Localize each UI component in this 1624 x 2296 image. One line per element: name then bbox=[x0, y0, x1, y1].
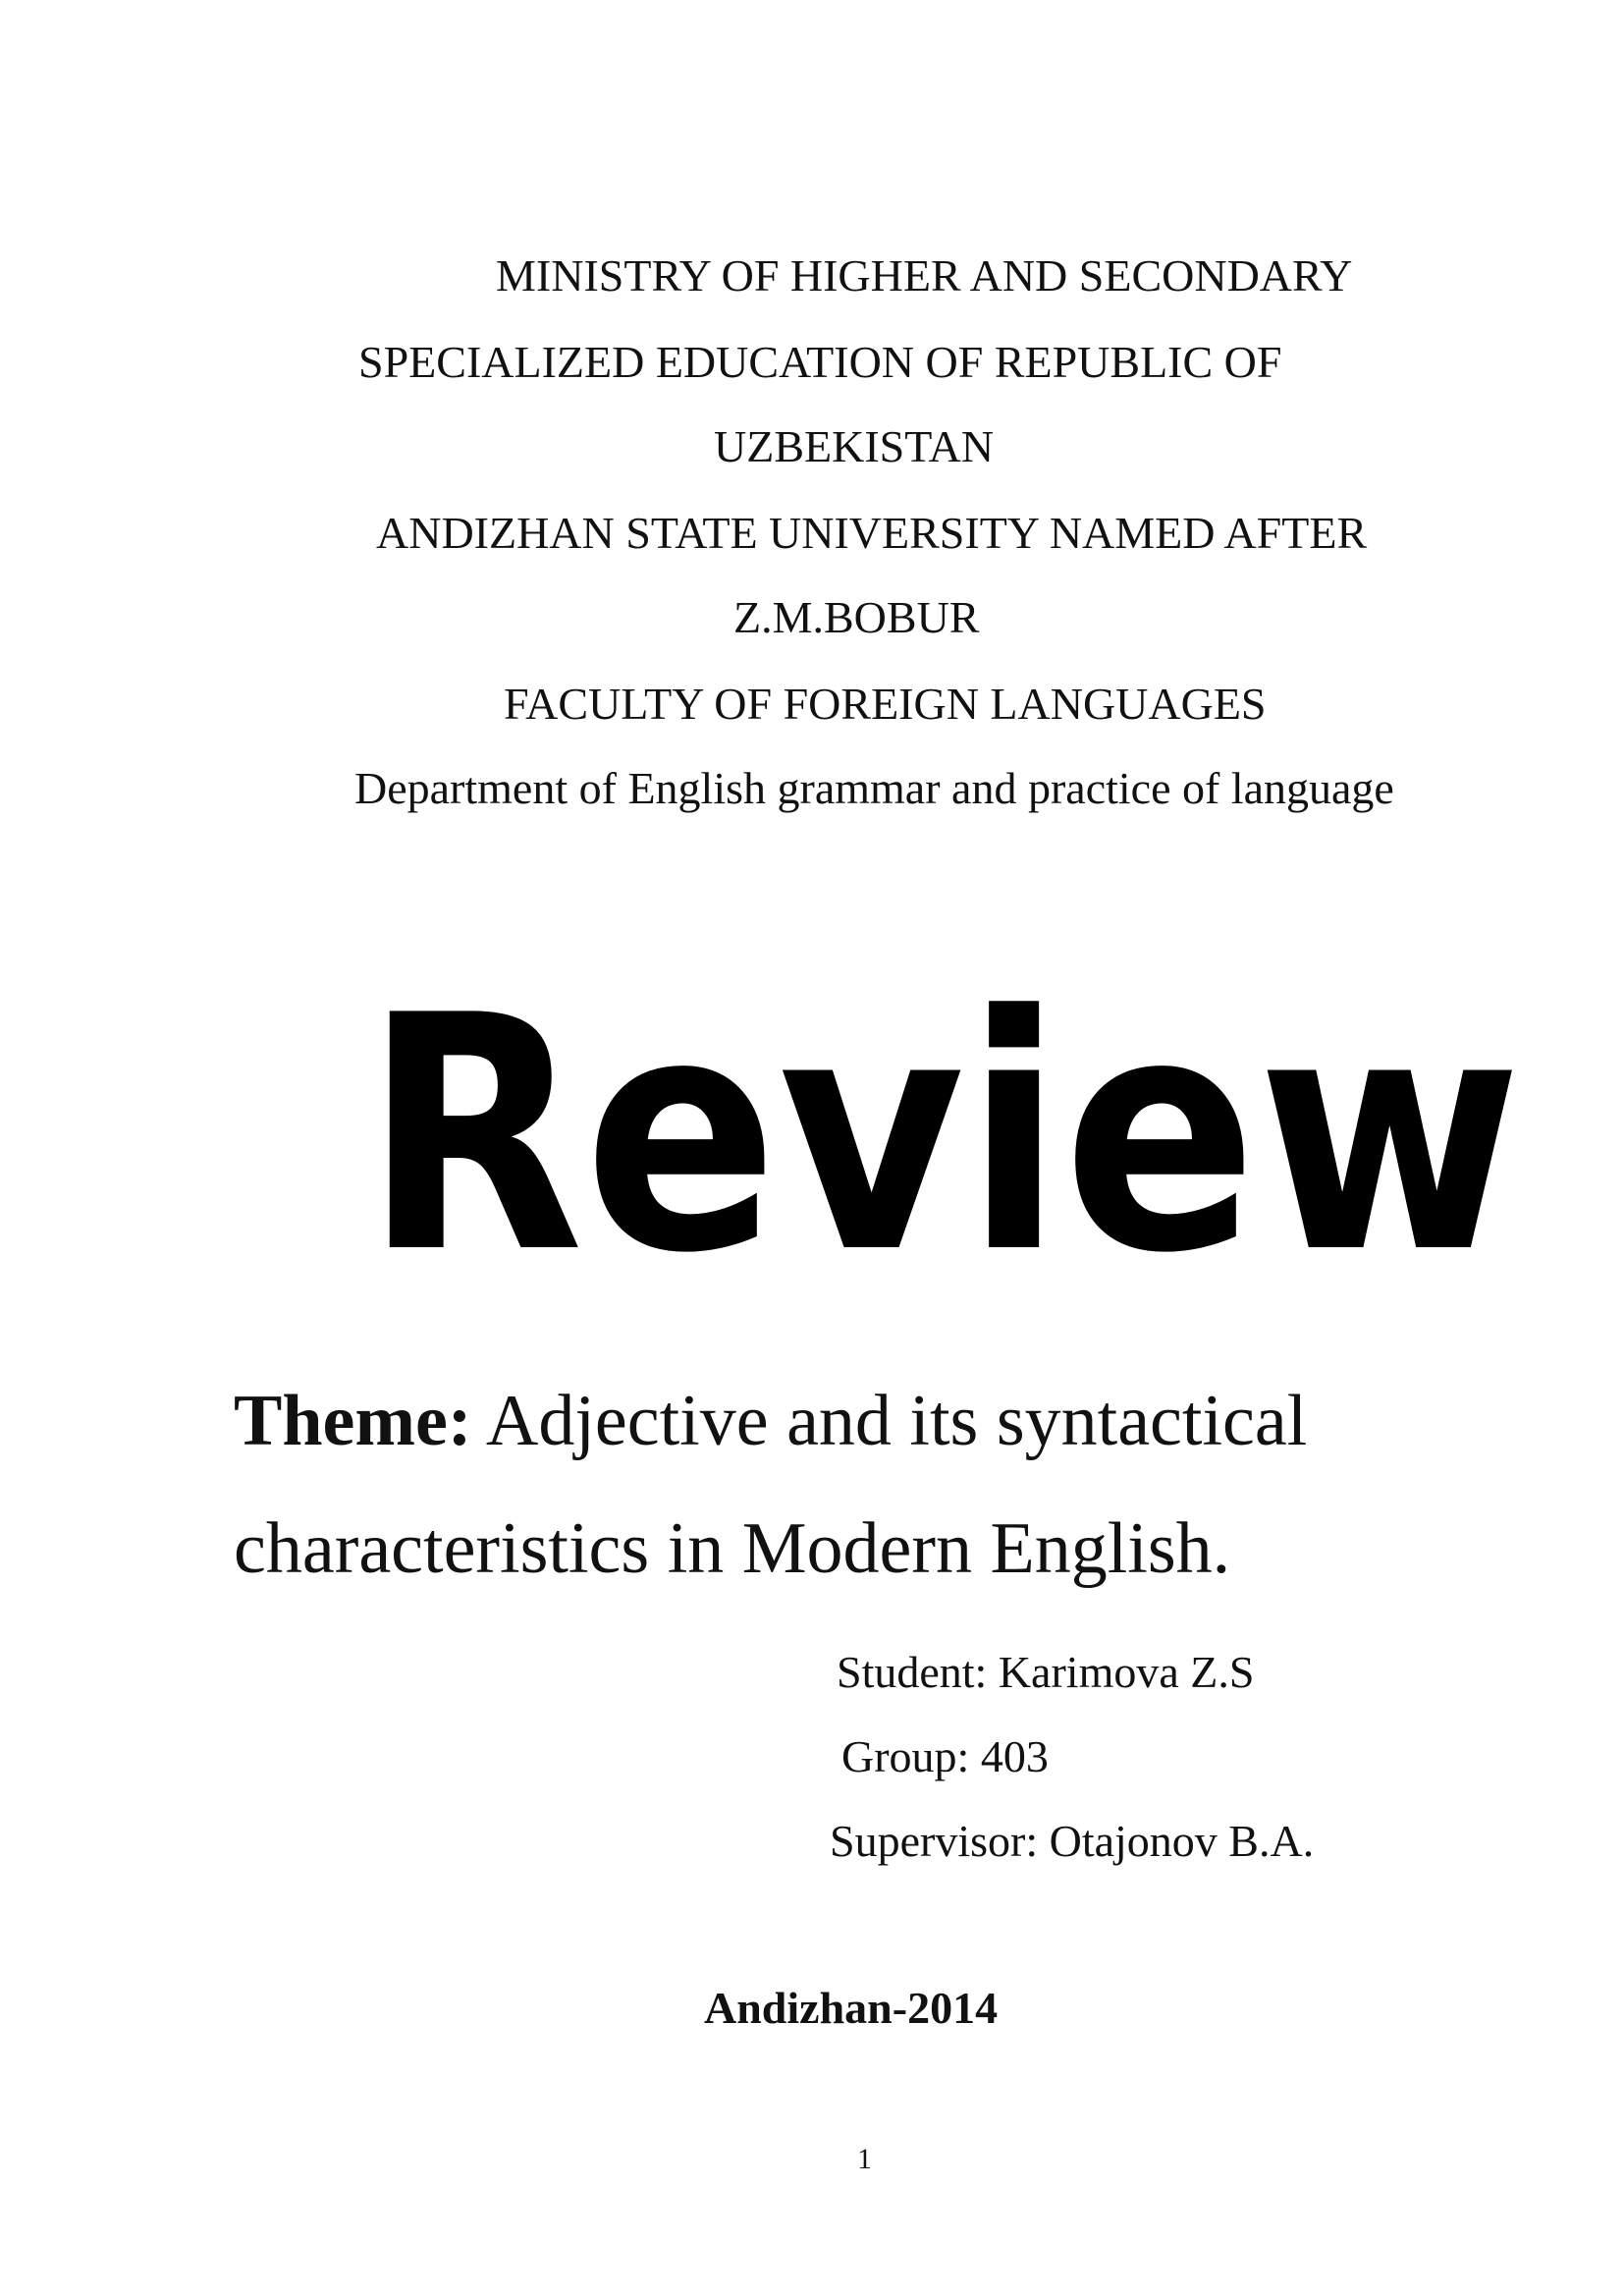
theme-text-2: characteristics in Modern English. bbox=[234, 1508, 1231, 1589]
ministry-line-1: MINISTRY OF HIGHER AND SECONDARY bbox=[496, 250, 1353, 301]
review-wordart bbox=[334, 913, 1551, 1345]
group-line: Group: 403 bbox=[841, 1731, 1049, 1781]
university-line-2: Z.M.BOBUR bbox=[733, 592, 980, 642]
country-line: UZBEKISTAN bbox=[714, 421, 995, 471]
faculty-line: FACULTY OF FOREIGN LANGUAGES bbox=[504, 679, 1267, 729]
theme-line-2 bbox=[234, 1508, 1231, 1589]
theme-line-1 bbox=[234, 1381, 1308, 1461]
review-wordart-text: Review bbox=[363, 947, 1522, 1324]
student-line: Student: Karimova Z.S bbox=[837, 1647, 1255, 1697]
city-year: Andizhan-2014 bbox=[704, 1983, 999, 2033]
department-line: Department of English grammar and practice of language bbox=[354, 763, 1394, 813]
supervisor-line: Supervisor: Otajonov B.A. bbox=[830, 1816, 1315, 1866]
university-line-1: ANDIZHAN STATE UNIVERSITY NAMED AFTER bbox=[376, 508, 1368, 558]
theme-label: Theme: bbox=[234, 1381, 472, 1461]
page-number: 1 bbox=[857, 2143, 872, 2175]
ministry-line-2: SPECIALIZED EDUCATION OF REPUBLIC OF bbox=[358, 337, 1282, 387]
theme-text-1: Adjective and its syntactical bbox=[485, 1381, 1308, 1461]
